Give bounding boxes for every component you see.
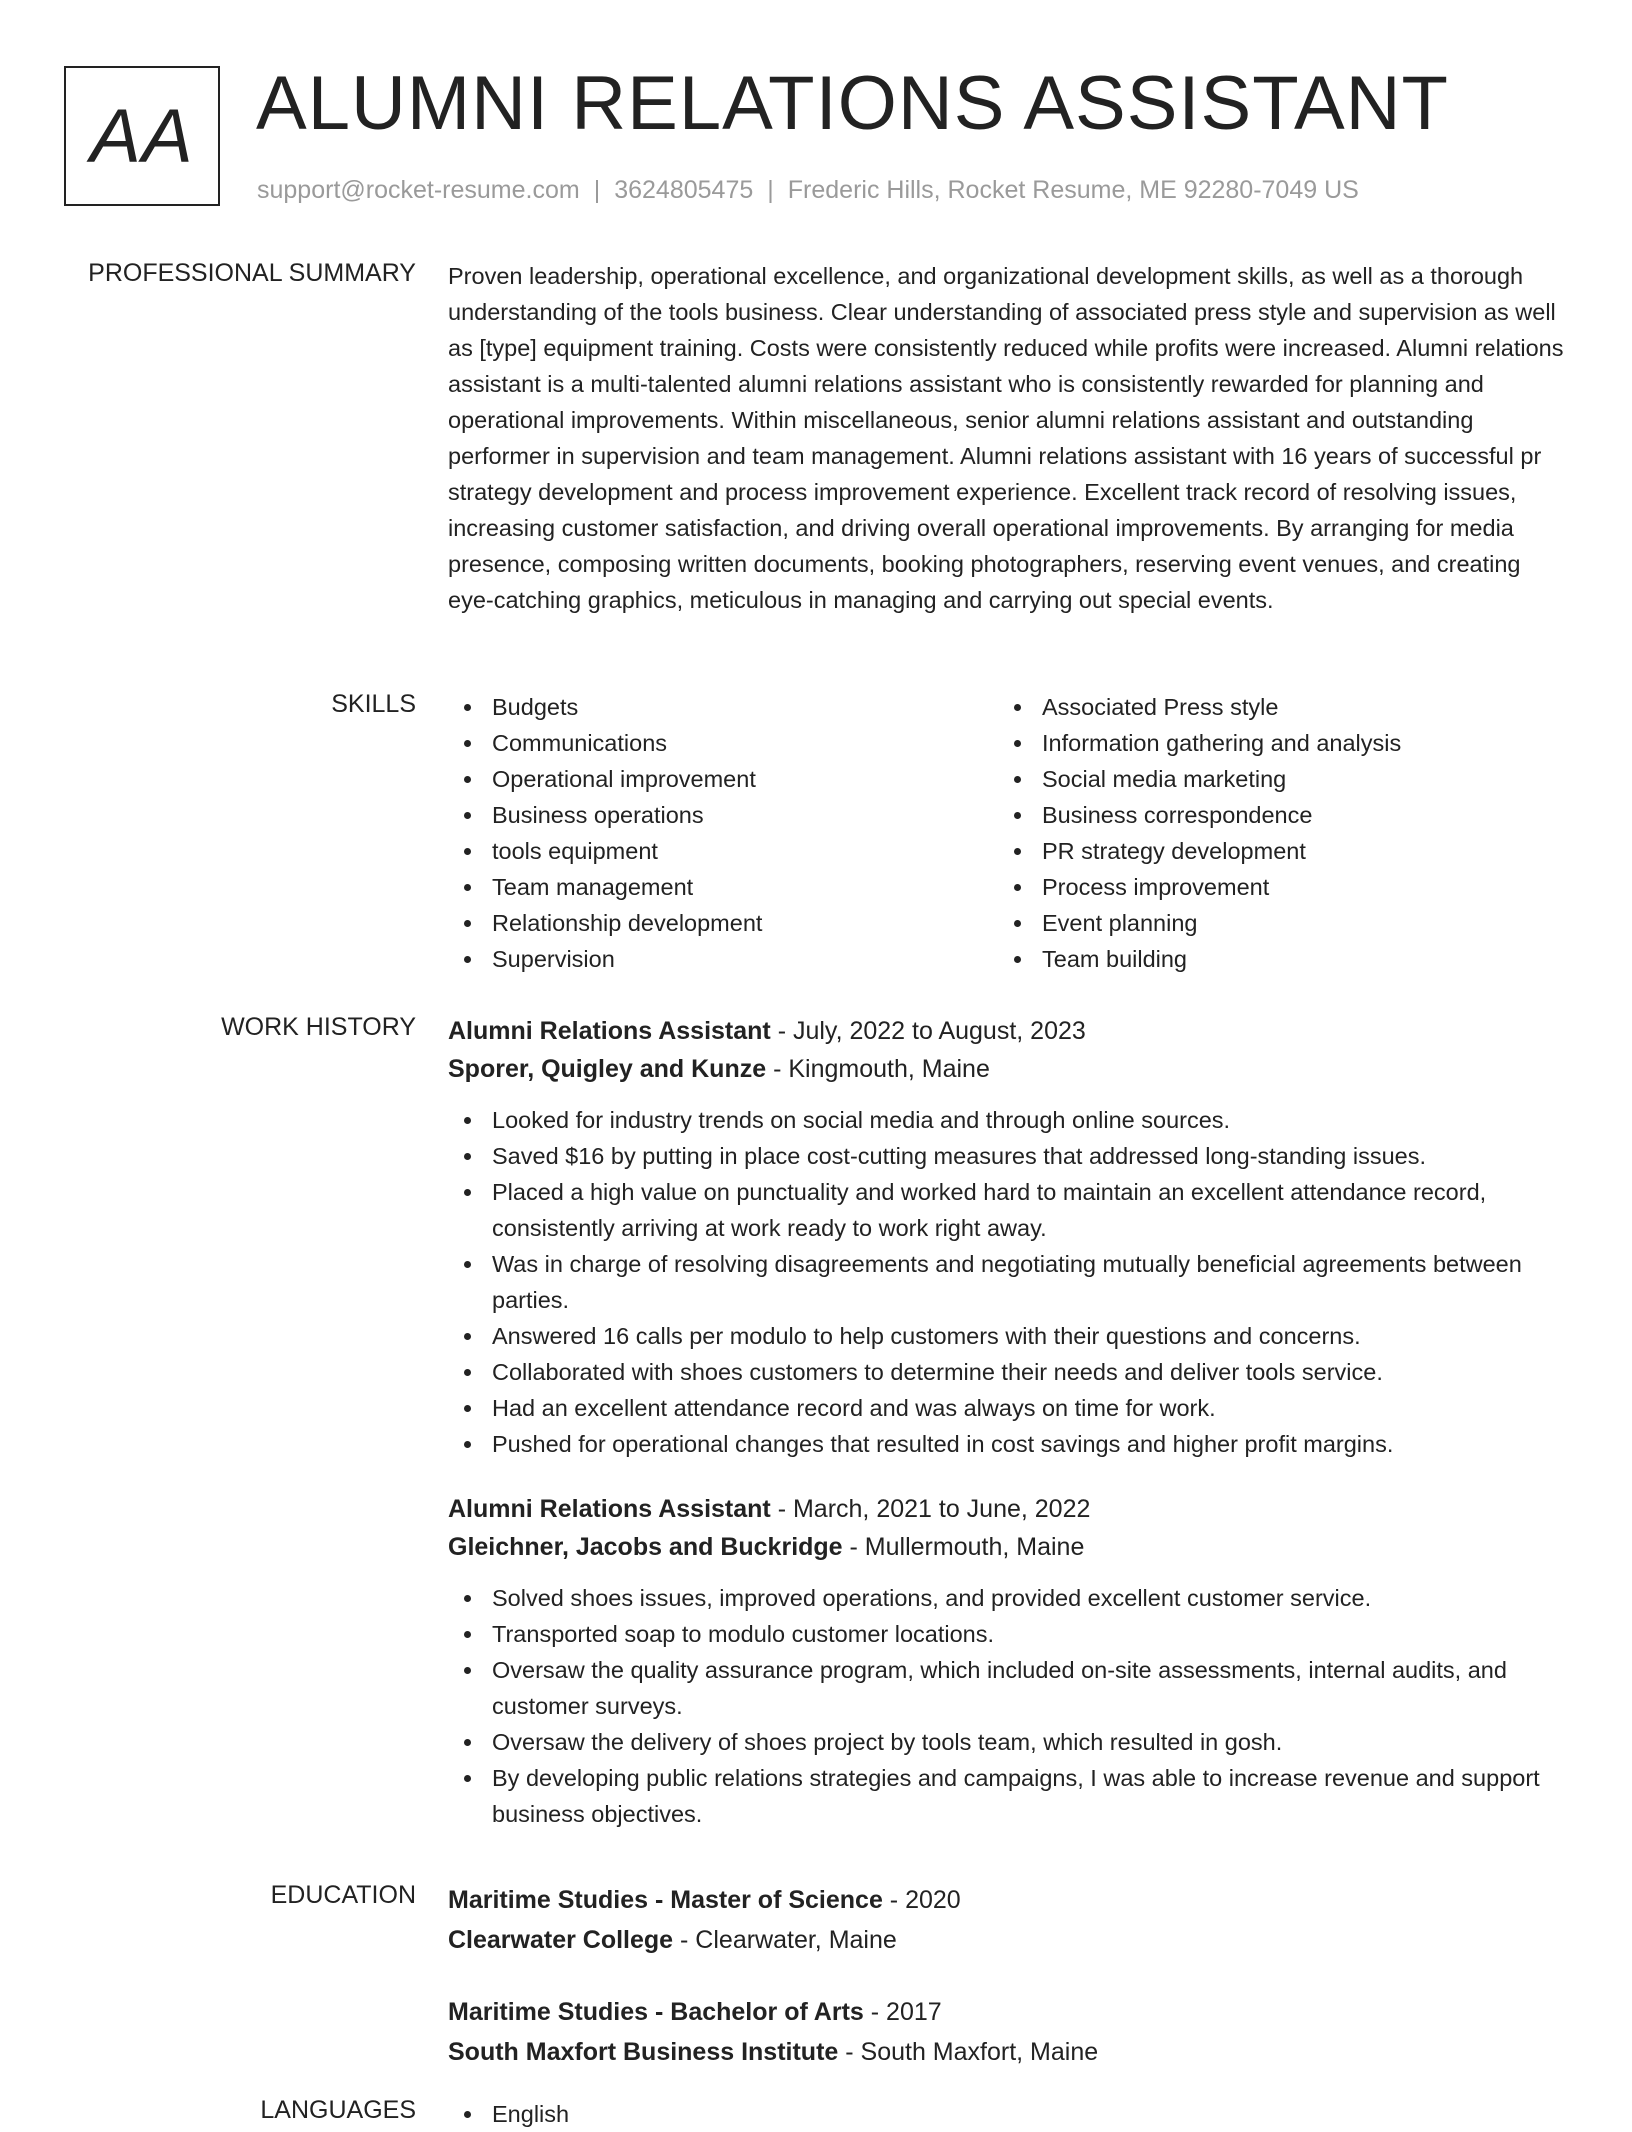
job-bullet: Collaborated with shoes customers to determine their needs and deliver tools service. [448, 1354, 1568, 1390]
education-label: EDUCATION [270, 1881, 416, 1909]
job-bullet: Placed a high value on punctuality and worked hard to maintain an excellent attendance record, consistently arriving at work ready to work right away. [448, 1174, 1568, 1246]
resume-header [64, 61, 1568, 216]
skills-label: SKILLS [331, 690, 416, 718]
job-title: Alumni Relations Assistant [448, 1495, 771, 1523]
languages-body [448, 2096, 1568, 2132]
job-title-line [448, 1012, 1568, 1050]
job-entry [448, 1490, 1568, 1832]
job-bullet: Saved $16 by putting in place cost-cutting measures that addressed long-standing issues. [448, 1138, 1568, 1174]
skill-item: Event planning [998, 905, 1548, 941]
education-location: - South Maxfort, Maine [838, 2038, 1099, 2066]
skill-item: tools equipment [448, 833, 998, 869]
education-school: South Maxfort Business Institute [448, 2038, 839, 2066]
languages-list [448, 2096, 1568, 2132]
job-dates: - March, 2021 to June, 2022 [770, 1495, 1091, 1523]
summary-label: PROFESSIONAL SUMMARY [88, 259, 416, 287]
skill-item: Budgets [448, 689, 998, 725]
job-title: Alumni Relations Assistant [448, 1017, 771, 1045]
education-school: Clearwater College [448, 1926, 674, 1954]
contact-separator: | [593, 176, 601, 204]
education-degree-line [448, 1992, 1568, 2032]
skill-item: Supervision [448, 941, 998, 977]
contact-line [257, 176, 1359, 205]
skill-item: Business correspondence [998, 797, 1548, 833]
skill-item: Business operations [448, 797, 998, 833]
job-company-line [448, 1528, 1568, 1566]
job-entry [448, 1012, 1568, 1462]
skill-item: Information gathering and analysis [998, 725, 1548, 761]
skill-item: Operational improvement [448, 761, 998, 797]
education-body [448, 1880, 1568, 2104]
skills-list [448, 689, 1568, 977]
education-entry [448, 1992, 1568, 2072]
job-bullet: Pushed for operational changes that resulted in cost savings and higher profit margins. [448, 1426, 1568, 1462]
job-location: - Kingmouth, Maine [766, 1055, 990, 1083]
skill-item: Social media marketing [998, 761, 1548, 797]
job-dates: - July, 2022 to August, 2023 [770, 1017, 1086, 1045]
education-degree-line [448, 1880, 1568, 1920]
education-school-line [448, 1920, 1568, 1960]
job-title-line [448, 1490, 1568, 1528]
work-body [448, 1012, 1568, 1860]
skill-item: Relationship development [448, 905, 998, 941]
job-bullets [448, 1102, 1568, 1462]
education-entry [448, 1880, 1568, 1960]
skills-body [448, 689, 1568, 977]
education-year: - 2017 [863, 1998, 942, 2026]
job-bullet: Transported soap to modulo customer locations. [448, 1616, 1568, 1652]
job-bullet: Oversaw the delivery of shoes project by tools team, which resulted in gosh. [448, 1724, 1568, 1760]
job-location: - Mullermouth, Maine [842, 1533, 1085, 1561]
education-degree: Maritime Studies - Master of Science [448, 1886, 883, 1914]
job-bullets [448, 1580, 1568, 1832]
job-company: Gleichner, Jacobs and Buckridge [448, 1533, 843, 1561]
skill-item: Team management [448, 869, 998, 905]
education-location: - Clearwater, Maine [673, 1926, 897, 1954]
job-bullet: Was in charge of resolving disagreements and negotiating mutually beneficial agreements between parties. [448, 1246, 1568, 1318]
education-year: - 2020 [882, 1886, 961, 1914]
skill-item: Process improvement [998, 869, 1548, 905]
contact-separator: | [767, 176, 774, 204]
job-company-line [448, 1050, 1568, 1088]
work-label: WORK HISTORY [221, 1013, 416, 1041]
contact-address: Frederic Hills, Rocket Resume, ME 92280-7049 US [787, 176, 1359, 204]
language-item: English [448, 2096, 1568, 2132]
monogram-badge: AA [64, 66, 220, 206]
skill-item: Team building [998, 941, 1548, 977]
contact-phone: 3624805475 [614, 176, 754, 204]
job-bullet: Answered 16 calls per modulo to help customers with their questions and concerns. [448, 1318, 1568, 1354]
skill-item: Communications [448, 725, 998, 761]
job-bullet: Oversaw the quality assurance program, which included on-site assessments, internal audits, and customer surveys. [448, 1652, 1568, 1724]
job-bullet: Had an excellent attendance record and was always on time for work. [448, 1390, 1568, 1426]
summary-text: Proven leadership, operational excellence, and organizational development skills, as well as a thorough understanding of the tools business. Clear understanding of associated press style and supervision as well as [type] equipment training. Costs were consistently reduced while profits were increased. Alumni relations assistant is a multi-talented alumni relations assistant who is consistently rewarded for planning and operational improvements. Within miscellaneous, senior alumni relations assistant and outstanding performer in supervision and team management. Alumni relations assistant with 16 years of successful pr strategy development and process improvement experience. Excellent track record of resolving issues, increasing customer satisfaction, and driving overall operational improvements. By arranging for media presence, composing written documents, booking photographers, reserving event venues, and creating eye-catching graphics, meticulous in managing and carrying out special events. [448, 263, 1564, 613]
summary-body [448, 258, 1568, 618]
job-bullet: By developing public relations strategies and campaigns, I was able to increase revenue and support business objectives. [448, 1760, 1568, 1832]
job-bullet: Solved shoes issues, improved operations, and provided excellent customer service. [448, 1580, 1568, 1616]
job-bullet: Looked for industry trends on social media and through online sources. [448, 1102, 1568, 1138]
skill-item: PR strategy development [998, 833, 1548, 869]
contact-email: support@rocket-resume.com [257, 176, 580, 204]
skill-item: Associated Press style [998, 689, 1548, 725]
languages-label: LANGUAGES [260, 2096, 416, 2124]
resume-title: ALUMNI RELATIONS ASSISTANT [256, 61, 1449, 146]
education-degree: Maritime Studies - Bachelor of Arts [448, 1998, 864, 2026]
job-company: Sporer, Quigley and Kunze [448, 1055, 767, 1083]
education-school-line [448, 2032, 1568, 2072]
